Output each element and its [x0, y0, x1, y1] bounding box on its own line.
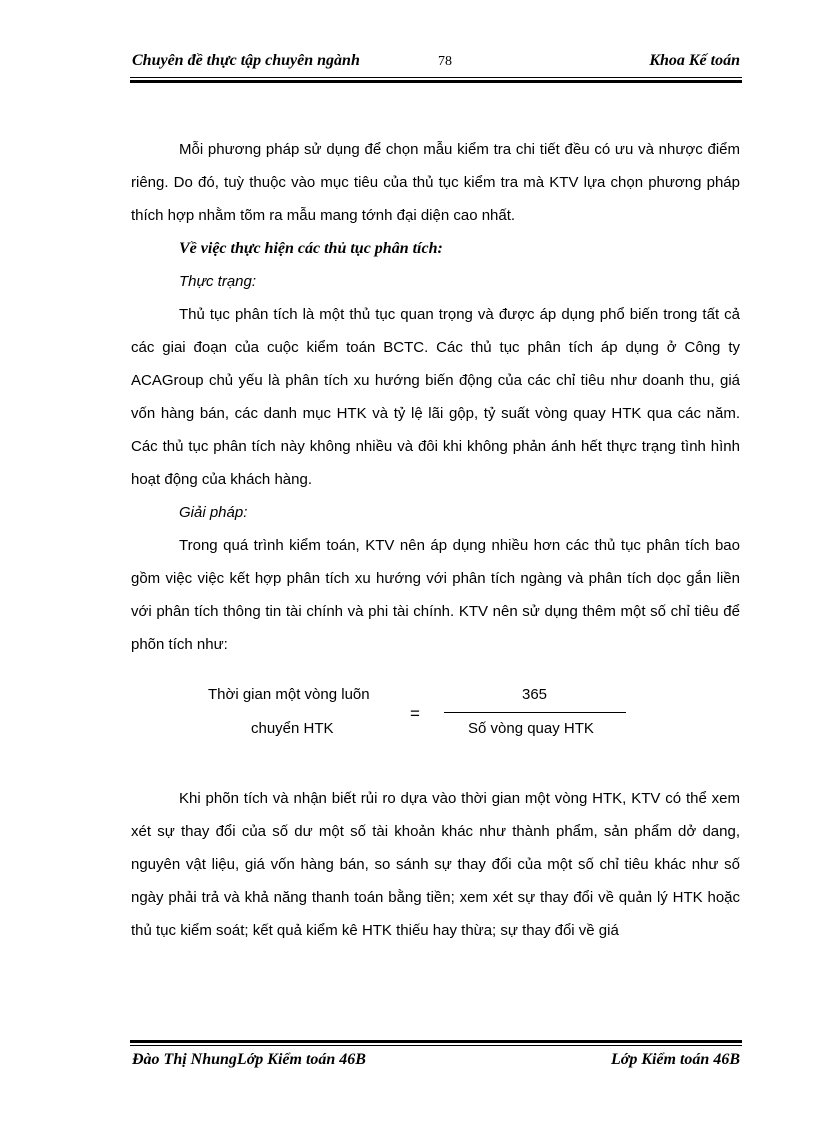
fraction-bar: [444, 712, 626, 713]
body-section-2: [131, 782, 740, 947]
header-rule-thin: [130, 77, 742, 78]
turnover-formula: [200, 686, 640, 746]
formula-equals: =: [410, 704, 420, 723]
header-right-title: Khoa Kế toán: [649, 52, 740, 69]
subheading-current-state: Thực trạng:: [179, 273, 257, 290]
footer-class: Lớp Kiểm toán 46B: [610, 1051, 740, 1068]
paragraph-risk-analysis: Khi phõn tích và nhận biết rủi ro dựa vào thời gian một vòng HTK, KTV có thể xem xét sự thay đổi của số dư một số tài khoản khác như thành phẩm, sản phẩm dở dang, nguyên vật liệu, giá vốn hàng bán, so sánh sự thay đổi của một số chỉ tiêu khác như số ngày phải trả và khả năng thanh toán bằng tiền; xem xét sự thay đổi về quản lý HTK hoặc thủ tục kiểm soát; kết quả kiểm kê HTK thiếu hay thừa; sự thay đổi về giá: [131, 790, 740, 939]
heading-analytical-procedures: Về việc thực hiện các thủ tục phân tích:: [179, 240, 443, 257]
formula-denominator: Số vòng quay HTK: [468, 720, 594, 737]
page-header: [130, 50, 742, 76]
header-rule-thick: [130, 80, 742, 83]
page-number: 78: [438, 54, 452, 69]
page-footer: [130, 1040, 742, 1070]
footer-author: Đào Thị NhungLớp Kiểm toán 46B: [132, 1051, 366, 1068]
paragraph-current-state: Thủ tục phân tích là một thủ tục quan trọng và được áp dụng phổ biến trong tất cả các giai đoạn của cuộc kiểm toán BCTC. Các thủ tục phân tích áp dụng ở Công ty ACAGroup chủ yếu là phân tích xu hướng biến động của các chỉ tiêu như doanh thu, giá vốn hàng bán, các danh mục HTK và tỷ lệ lãi gộp, tỷ suất vòng quay HTK qua các năm. Các thủ tục phân tích này không nhiều và đôi khi không phản ánh hết thực trạng tình hình hoạt động của khách hàng.: [131, 306, 740, 488]
paragraph-sampling-methods: Mỗi phương pháp sử dụng để chọn mẫu kiểm tra chi tiết đều có ưu và nhược điểm riêng. Do đó, tuỳ thuộc vào mục tiêu của thủ tục kiểm tra mà KTV lựa chọn phương pháp thích hợp nhằm tõm ra mẫu mang tớnh đại diện cao nhất.: [131, 141, 740, 224]
paragraph-solution: Trong quá trình kiểm toán, KTV nên áp dụng nhiều hơn các thủ tục phân tích bao gồm việc việc kết hợp phân tích xu hướng với phân tích ngàng và phân tích dọc gắn liền với phân tích thông tin tài chính và phi tài chính. KTV nên sử dụng thêm một số chỉ tiêu để phõn tích như:: [131, 537, 740, 653]
header-left-title: Chuyên đề thực tập chuyên ngành: [132, 52, 360, 69]
formula-lhs-line2: chuyển HTK: [251, 720, 334, 737]
footer-rule-thick: [130, 1040, 742, 1043]
formula-numerator: 365: [522, 686, 548, 703]
footer-rule-thin: [130, 1045, 742, 1046]
subheading-solution: Giải pháp:: [179, 504, 248, 521]
formula-lhs-line1: Thời gian một vòng luõn: [208, 686, 370, 703]
body-section-1: [131, 133, 740, 661]
